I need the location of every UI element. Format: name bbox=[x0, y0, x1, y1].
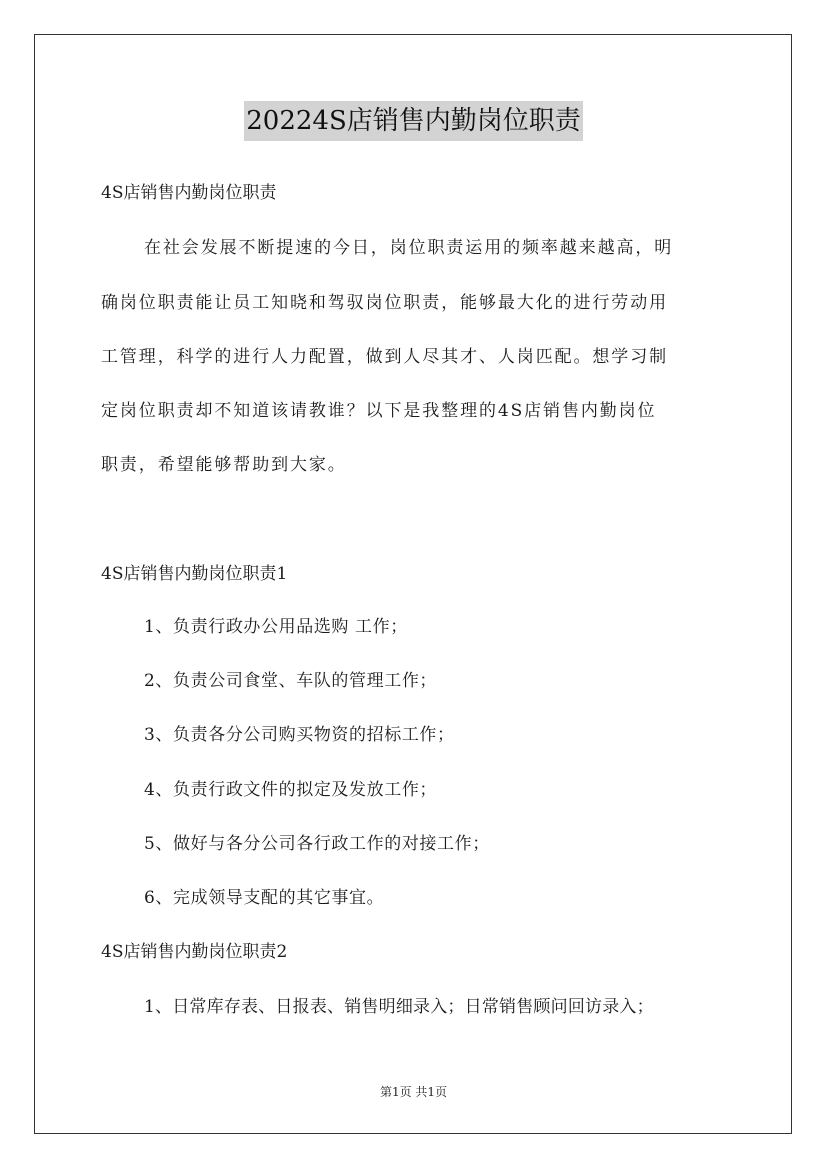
section1-item-5: 5、做好与各分公司各行政工作的对接工作； bbox=[144, 834, 490, 854]
intro-paragraph-line-4: 定岗位职责却不知道该请教谁？以下是我整理的4S店销售内勤岗位 bbox=[101, 401, 657, 421]
section1-item-2: 2、负责公司食堂、车队的管理工作； bbox=[144, 671, 438, 691]
intro-paragraph-line-3: 工管理，科学的进行人力配置，做到人尽其才、人岗匹配。想学习制 bbox=[101, 347, 668, 367]
page-number-footer: 第1页 共1页 bbox=[379, 1085, 448, 1099]
intro-paragraph-line-1: 在社会发展不断提速的今日，岗位职责运用的频率越来越高，明 bbox=[144, 238, 674, 258]
section1-item-4: 4、负责行政文件的拟定及发放工作； bbox=[144, 780, 438, 800]
intro-paragraph-line-2: 确岗位职责能让员工知晓和驾驭岗位职责，能够最大化的进行劳动用 bbox=[101, 293, 668, 313]
title-container bbox=[0, 101, 827, 141]
section2-item-1: 1、日常库存表、日报表、销售明细录入；日常销售顾问回访录入； bbox=[144, 997, 654, 1017]
section1-item-6: 6、完成领导支配的其它事宜。 bbox=[144, 888, 385, 908]
document-title: 20224S店销售内勤岗位职责 bbox=[244, 101, 583, 141]
section1-heading: 4S店销售内勤岗位职责1 bbox=[101, 564, 288, 584]
section2-heading: 4S店销售内勤岗位职责2 bbox=[101, 942, 288, 962]
intro-paragraph-line-5: 职责，希望能够帮助到大家。 bbox=[101, 455, 347, 475]
section1-item-3: 3、负责各分公司购买物资的招标工作； bbox=[144, 725, 455, 745]
intro-heading: 4S店销售内勤岗位职责 bbox=[101, 183, 277, 203]
section1-item-1: 1、负责行政办公用品选购 工作； bbox=[144, 617, 408, 637]
